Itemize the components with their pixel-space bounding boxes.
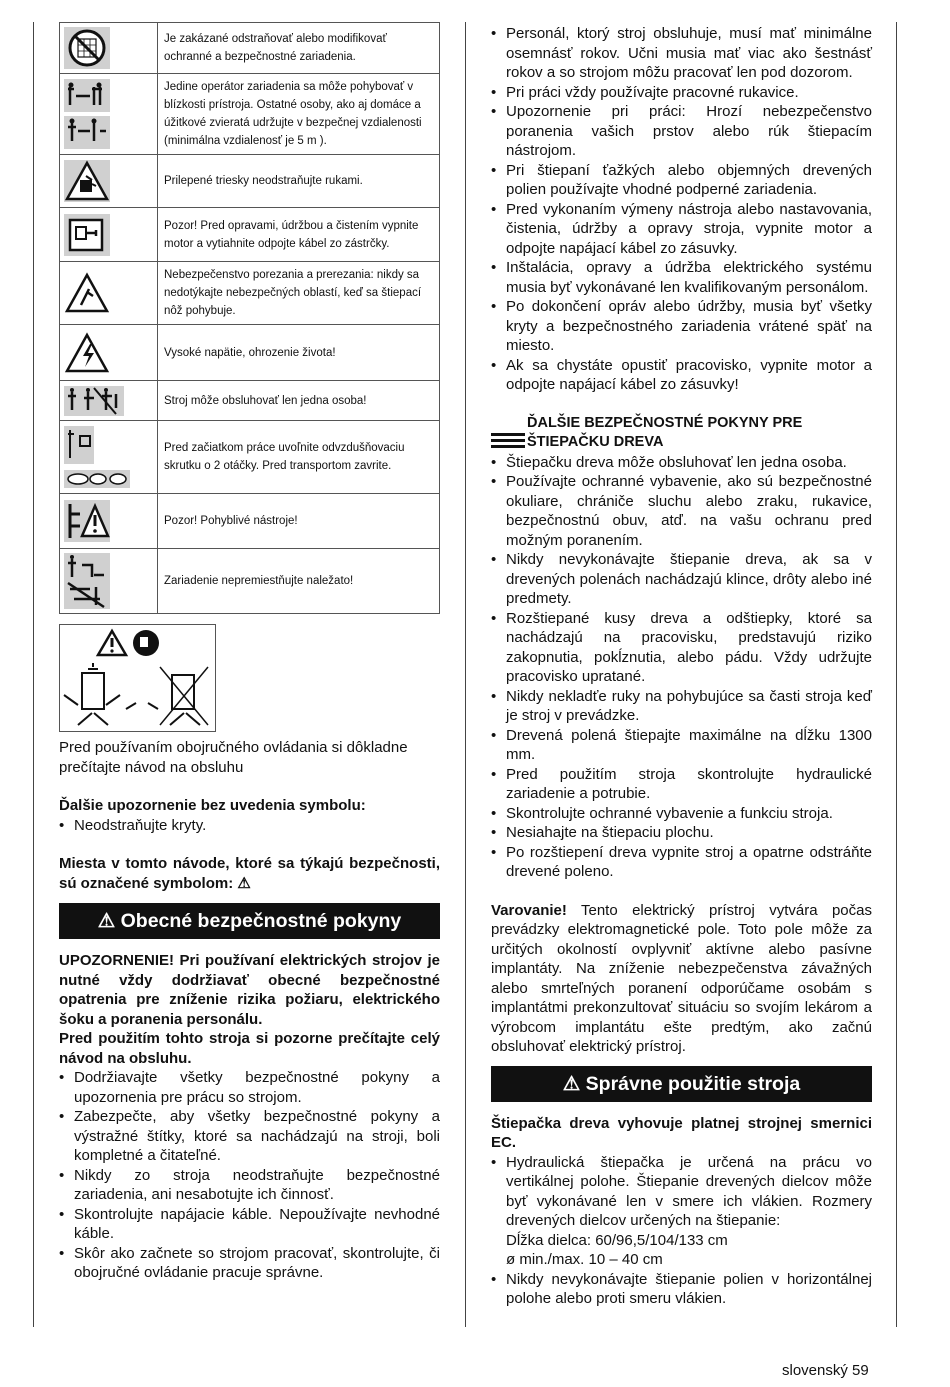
list-item: • Po dokončení opráv alebo údržby, musia byť všetky kryty a bezpečnostného zariadenia vrátené späť na miesto. xyxy=(491,297,872,356)
operator-zone-icon xyxy=(64,79,110,149)
symbol-row xyxy=(60,549,440,614)
list-item: • Nikdy zo stroja neodstraňujte bezpečnostné zariadenia, ani nesabotujte ich činnosť. xyxy=(59,1166,440,1205)
list-item: • Štiepačku dreva môže obsluhovať len jedna osoba. xyxy=(491,453,872,473)
list-item: • Personál, ktorý stroj obsluhuje, musí mať minimálne osemnásť rokov. Učni musia mať viac ako šestnásť rokov a so strojom môžu pracovať len pod dozorom. xyxy=(491,24,872,83)
left-margin-rule xyxy=(33,22,34,1327)
column-divider xyxy=(465,22,466,1327)
right-column xyxy=(491,24,872,1309)
list-item: • Pred vykonaním výmeny nástroja alebo nastavovania, čistenia, údržby a opravy stroja, vypnite motor a odpojte napájací kábel zo zásuvky. xyxy=(491,200,872,259)
one-person-icon xyxy=(64,386,124,416)
list-item: • Používajte ochranné vybavenie, ako sú bezpečnostné okuliare, chrániče sluchu alebo zraku, rukavice, bezpečnostnú obuv, atď. na vašu ochranu pred možným poranením. xyxy=(491,472,872,550)
list-item: • Inštalácia, opravy a údržba elektrického systému musia byť vykonávané len kvalifikovaným personálom. xyxy=(491,258,872,297)
symbol-row xyxy=(60,421,440,494)
symbol-row xyxy=(60,23,440,74)
caution-text: UPOZORNENIE! Pri používaní elektrických strojov je nutné vždy dodržiavať obecné bezpečnostné opatrenia pre zníženie rizika požiaru, elektrického šoku a poranenia personálu. xyxy=(59,952,440,1028)
symbol-row xyxy=(60,381,440,421)
symbol-text: Pred začiatkom práce uvoľnite odvzdušňovaciu skrutku o 2 otáčky. Pred transportom zavrite. xyxy=(158,421,440,494)
high-voltage-icon xyxy=(64,332,110,374)
read-manual-text: Pred použitím tohto stroja si pozorne prečítajte celý návod na obsluhu. xyxy=(59,1030,440,1067)
list-item: • Nikdy nekladťe ruky na pohybujúce sa časti stroja keď je stroj v prevádzke. xyxy=(491,687,872,726)
list-item: • Nikdy nevykonávajte štiepanie polien v horizontálnej polohe alebo proti smeru vlákien. xyxy=(491,1270,872,1309)
list-item: • Skôr ako začnete so strojom pracovať, skontrolujte, či obojručné ovládanie pracuje správne. xyxy=(59,1244,440,1283)
right-margin-rule xyxy=(896,22,897,1327)
list-item: • Zabezpečte, aby všetky bezpečnostné pokyny a výstražné štítky, ktoré sa nachádzajú na stroji, boli kompletné a čitateľné. xyxy=(59,1107,440,1166)
ec-compliance-text: Štiepačka dreva vyhovuje platnej strojnej smernici EC. xyxy=(491,1114,872,1151)
symbol-row xyxy=(60,262,440,325)
symbol-text: Stroj môže obsluhovať len jedna osoba! xyxy=(158,381,440,421)
list-item: • Ak sa chystáte opustiť pracovisko, vypnite motor a odpojte napájací kábel zo zásuvky! xyxy=(491,356,872,395)
list-item: • Pri práci vždy používajte pracovné rukavice. xyxy=(491,83,872,103)
subhead-text: ĎALŠIE BEZPEČNOSTNÉ POKYNY PRE ŠTIEPAČKU DREVA xyxy=(527,414,803,450)
cutting-hazard-icon xyxy=(64,272,110,314)
symbol-row xyxy=(60,494,440,549)
vent-screw-icon xyxy=(64,426,130,488)
moving-tools-icon xyxy=(64,500,110,542)
symbol-text: Vysoké napätie, ohrozenie života! xyxy=(158,325,440,381)
symbol-text: Zariadenie nepremiestňujte naležato! xyxy=(158,549,440,614)
warning-label: Varovanie! xyxy=(491,901,567,919)
list-item: • Po rozštiepení dreva vypnite stroj a opatrne odstráňte drevené poleno. xyxy=(491,843,872,882)
log-splitter-safety-list xyxy=(491,453,872,882)
symbol-text: Pozor! Pohyblivé nástroje! xyxy=(158,494,440,549)
no-lying-transport-icon xyxy=(64,553,110,609)
list-item: • Skontrolujte napájacie káble. Nepoužívajte nevhodné káble. xyxy=(59,1205,440,1244)
list-item: • Dodržiavajte všetky bezpečnostné pokyny a upozornenia pre prácu so strojom. xyxy=(59,1068,440,1107)
section-marker-icon xyxy=(491,433,525,451)
use-description: Hydraulická štiepačka je určená na prácu vo vertikálnej polohe. Štiepanie drevených dielcov môže byť vykonávané len v smere ich vlákien. Rozmery drevených dielcov určených na štiepanie: xyxy=(506,1153,872,1229)
two-hand-control-pictogram xyxy=(59,624,216,732)
symbol-row xyxy=(60,74,440,155)
list-item: • Skontrolujte ochranné vybavenie a funkciu stroja. xyxy=(491,804,872,824)
subhead-log-splitter-safety xyxy=(491,414,872,453)
page-footer: slovenský 59 xyxy=(782,1362,869,1379)
unplug-before-repair-icon xyxy=(64,214,110,256)
list-item: • Nikdy nevykonávajte štiepanie dreva, ak sa v drevených polenách nachádzajú klince, drôty alebo iné predmety. xyxy=(491,550,872,609)
symbol-text: Prilepené triesky neodstraňujte rukami. xyxy=(158,155,440,208)
general-safety-list xyxy=(59,1068,440,1283)
warning-text: Tento elektrický prístroj vytvára počas prevádzky elektromagnetické pole. Toto pole môže za určitých okolností ovplyvniť aktívne alebo pasívne implantáty. Na zníženie nebezpečenstva závažných alebo smrteľných poranení odporúčame osobám s implantátmi prekonzultovať situáciu so svojím lekárom a výrobcom implantátu ešte predtým, ako začnú obsluhovať elektrický prístroj. xyxy=(491,901,872,1055)
list-item: • Drevená polená štiepajte maximálne na dĺžku 1300 mm. xyxy=(491,726,872,765)
emf-warning-paragraph xyxy=(491,901,872,1057)
wood-chips-hand-warning-icon xyxy=(64,160,110,202)
list-item: • Pri štiepaní ťažkých alebo objemných drevených polien používajte vhodné podperné zariadenia. xyxy=(491,161,872,200)
marked-places-note: Miesta v tomto návode, ktoré sa týkajú bezpečnosti, sú označené symbolom: ⚠ xyxy=(59,855,440,892)
two-hand-control-text: Pred používaním obojručného ovládania si dôkladne prečítajte návod na obsluhu xyxy=(59,739,408,776)
section-title-general-safety: ⚠ Obecné bezpečnostné pokyny xyxy=(59,903,440,939)
list-item: • Rozštiepané kusy dreva a odštiepky, ktoré sa nachádzajú na pracovisku, predstavujú riziko zakopnutia, pokĺznutia, alebo pádu. Vždy udržujte pracovisko upratané. xyxy=(491,609,872,687)
left-column xyxy=(59,22,440,1283)
two-hand-control-illustration xyxy=(60,625,215,731)
symbol-row xyxy=(60,155,440,208)
list-item: • Pred použitím stroja skontrolujte hydraulické zariadenie a potrubie. xyxy=(491,765,872,804)
no-modify-guards-icon xyxy=(64,27,110,69)
other-warning-title: Ďalšie upozornenie bez uvedenia symbolu: xyxy=(59,797,366,814)
list-item: • Upozornenie pri práci: Hrozí nebezpečenstvo poranenia vašich prstov alebo rúk štiepacím nástrojom. xyxy=(491,102,872,161)
symbol-text: Je zakázané odstraňovať alebo modifikovať ochranné a bezpečnostné zariadenia. xyxy=(158,23,440,74)
use-diameter-spec: ø min./max. 10 – 40 cm xyxy=(506,1251,663,1268)
use-length-spec: Dĺžka dielca: 60/96,5/104/133 cm xyxy=(506,1231,728,1249)
list-item: • Nesiahajte na štiepaciu plochu. xyxy=(491,823,872,843)
symbol-text: Pozor! Pred opravami, údržbou a čistením vypnite motor a vytiahnite odpojte kábel zo zástrčky. xyxy=(158,208,440,262)
symbol-row xyxy=(60,325,440,381)
proper-use-list xyxy=(491,1153,872,1309)
personnel-safety-list xyxy=(491,24,872,395)
symbol-row xyxy=(60,208,440,262)
symbol-table xyxy=(59,22,440,614)
section-title-proper-use: ⚠ Správne použitie stroja xyxy=(491,1066,872,1102)
symbol-text: Nebezpečenstvo porezania a prerezania: nikdy sa nedotýkajte nebezpečných oblastí, keď sa štiepací nôž pohybuje. xyxy=(158,262,440,325)
other-warning-list xyxy=(59,816,440,836)
list-item: • Neodstraňujte kryty. xyxy=(59,816,440,836)
list-item xyxy=(491,1153,872,1270)
symbol-text: Jedine operátor zariadenia sa môže pohybovať v blízkosti prístroja. Ostatné osoby, ako aj domáce a úžitkové zvieratá udržujte v bezpečnej vzdialenosti (minimálna vzdialenosť je 5 m ). xyxy=(158,74,440,155)
